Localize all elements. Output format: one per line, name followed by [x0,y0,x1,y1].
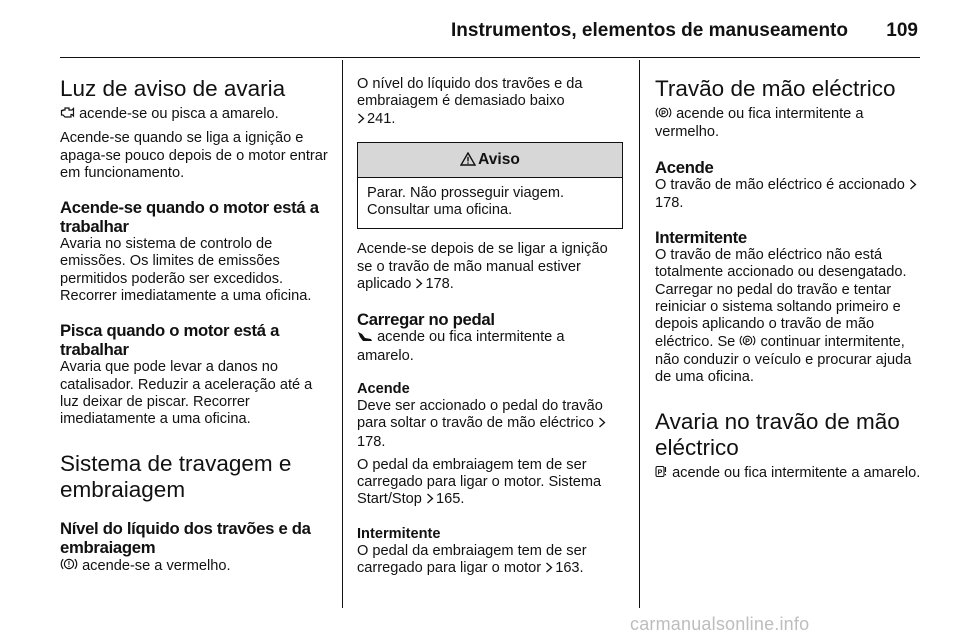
paragraph: Avaria que pode levar a danos no catalisador. Reduzir a aceleração até a luz deixar de piscar. Recorrer imediatamente a uma oficina. [60,359,313,428]
brake-fault-icon [655,465,668,483]
paragraph: Avaria no sistema de controlo de emissões. Os limites de emissões permitidos poderão ser excedidos. Recorrer imediatamente a uma oficina. [60,236,312,305]
paragraph: O nível do líquido dos travões e da embraiagem é demasiado baixo 241. [357,76,623,129]
page-ref-arrow-icon [545,561,553,578]
paragraph: ! acende-se a vermelho. [60,557,328,576]
heading-sistema-travagem: Sistema de travagem e embraiagem [60,450,292,502]
column-3 [655,60,927,483]
engine-icon [60,106,75,124]
paragraph: O pedal da embraiagem tem de ser carregado para ligar o motor. Sistema Start/Stop 165. [357,457,623,510]
paragraph: Acende-se depois de se ligar a ignição se o travão de mão manual estiver aplicado 178. [357,241,623,294]
paragraph: O pedal da embraiagem tem de ser carregado para ligar o motor 163. [357,543,623,579]
heading-nivel-liquido: Nível do líquido dos travões e da embraiagem [60,518,311,557]
warning-box-text: Parar. Não prosseguir viagem. Consultar uma oficina. [367,184,565,219]
heading-luz-aviso-avaria: Luz de aviso de avaria [60,76,286,101]
foot-pedal-icon [357,330,373,347]
page-ref-arrow-icon [357,112,365,129]
paragraph: P acende ou fica intermitente a vermelho. [655,106,864,141]
warning-triangle-icon [460,152,476,166]
paragraph: Acende-se quando se liga a ignição e apaga-se pouco depois de o motor entrar em funcionamento. [60,130,328,181]
paragraph: P acende ou fica intermitente a amarelo. [655,465,927,483]
column-divider [342,60,343,608]
brake-icon [60,557,78,576]
paragraph: acende ou fica intermitente a amarelo. [357,329,565,364]
heading-carregar-pedal: Carregar no pedal [357,310,495,330]
page-header [0,0,960,56]
heading-acende: Acende [655,157,714,177]
heading-avaria-travao-mao: Avaria no travão de mão eléctrico [655,408,900,460]
paragraph: acende-se ou pisca a amarelo. [60,106,328,124]
heading-travao-mao-electrico: Travão de mão eléctrico [655,76,896,101]
heading-intermitente: Intermitente [655,228,747,248]
heading-acende-motor-trabalhar: Acende-se quando o motor está a trabalhar [60,198,319,237]
warning-box-header: Aviso [358,143,622,178]
svg-text:P: P [745,338,751,346]
subheading-acende: Acende [357,380,410,397]
header-rule [60,57,920,58]
svg-text:P: P [657,469,663,477]
svg-text:P: P [661,110,666,118]
watermark: carmanualsonline.info [630,614,810,634]
page-ref-arrow-icon [426,492,434,509]
heading-pisca-motor-trabalhar: Pisca quando o motor está a trabalhar [60,321,280,360]
page-ref-arrow-icon [415,277,423,294]
paragraph: O travão de mão eléctrico é accionado 178. [655,177,927,213]
subheading-intermitente: Intermitente [357,525,441,542]
column-2 [357,60,623,578]
warning-box [357,142,623,230]
svg-text:!: ! [67,559,71,569]
page-ref-arrow-icon [909,178,917,195]
header-title: Instrumentos, elementos de manuseamento [451,20,848,41]
parking-brake-icon [739,334,756,352]
page-number: 109 [886,20,918,41]
paragraph: Deve ser accionado o pedal do travão para soltar o travão de mão eléctrico 178. [357,398,623,451]
paragraph: O travão de mão eléctrico não está totalmente accionado ou desengatado. Carregar no pedal do travão e tentar reiniciar o sistema soltando primeiro e depois aplicando o travão de mão eléctrico. Se P continuar intermitente, não conduzir o veículo e procurar ajuda de uma oficina. [655,247,912,386]
parking-brake-icon [655,106,672,124]
column-divider [639,60,640,608]
column-1 [60,60,328,576]
page-ref-arrow-icon [598,416,606,433]
